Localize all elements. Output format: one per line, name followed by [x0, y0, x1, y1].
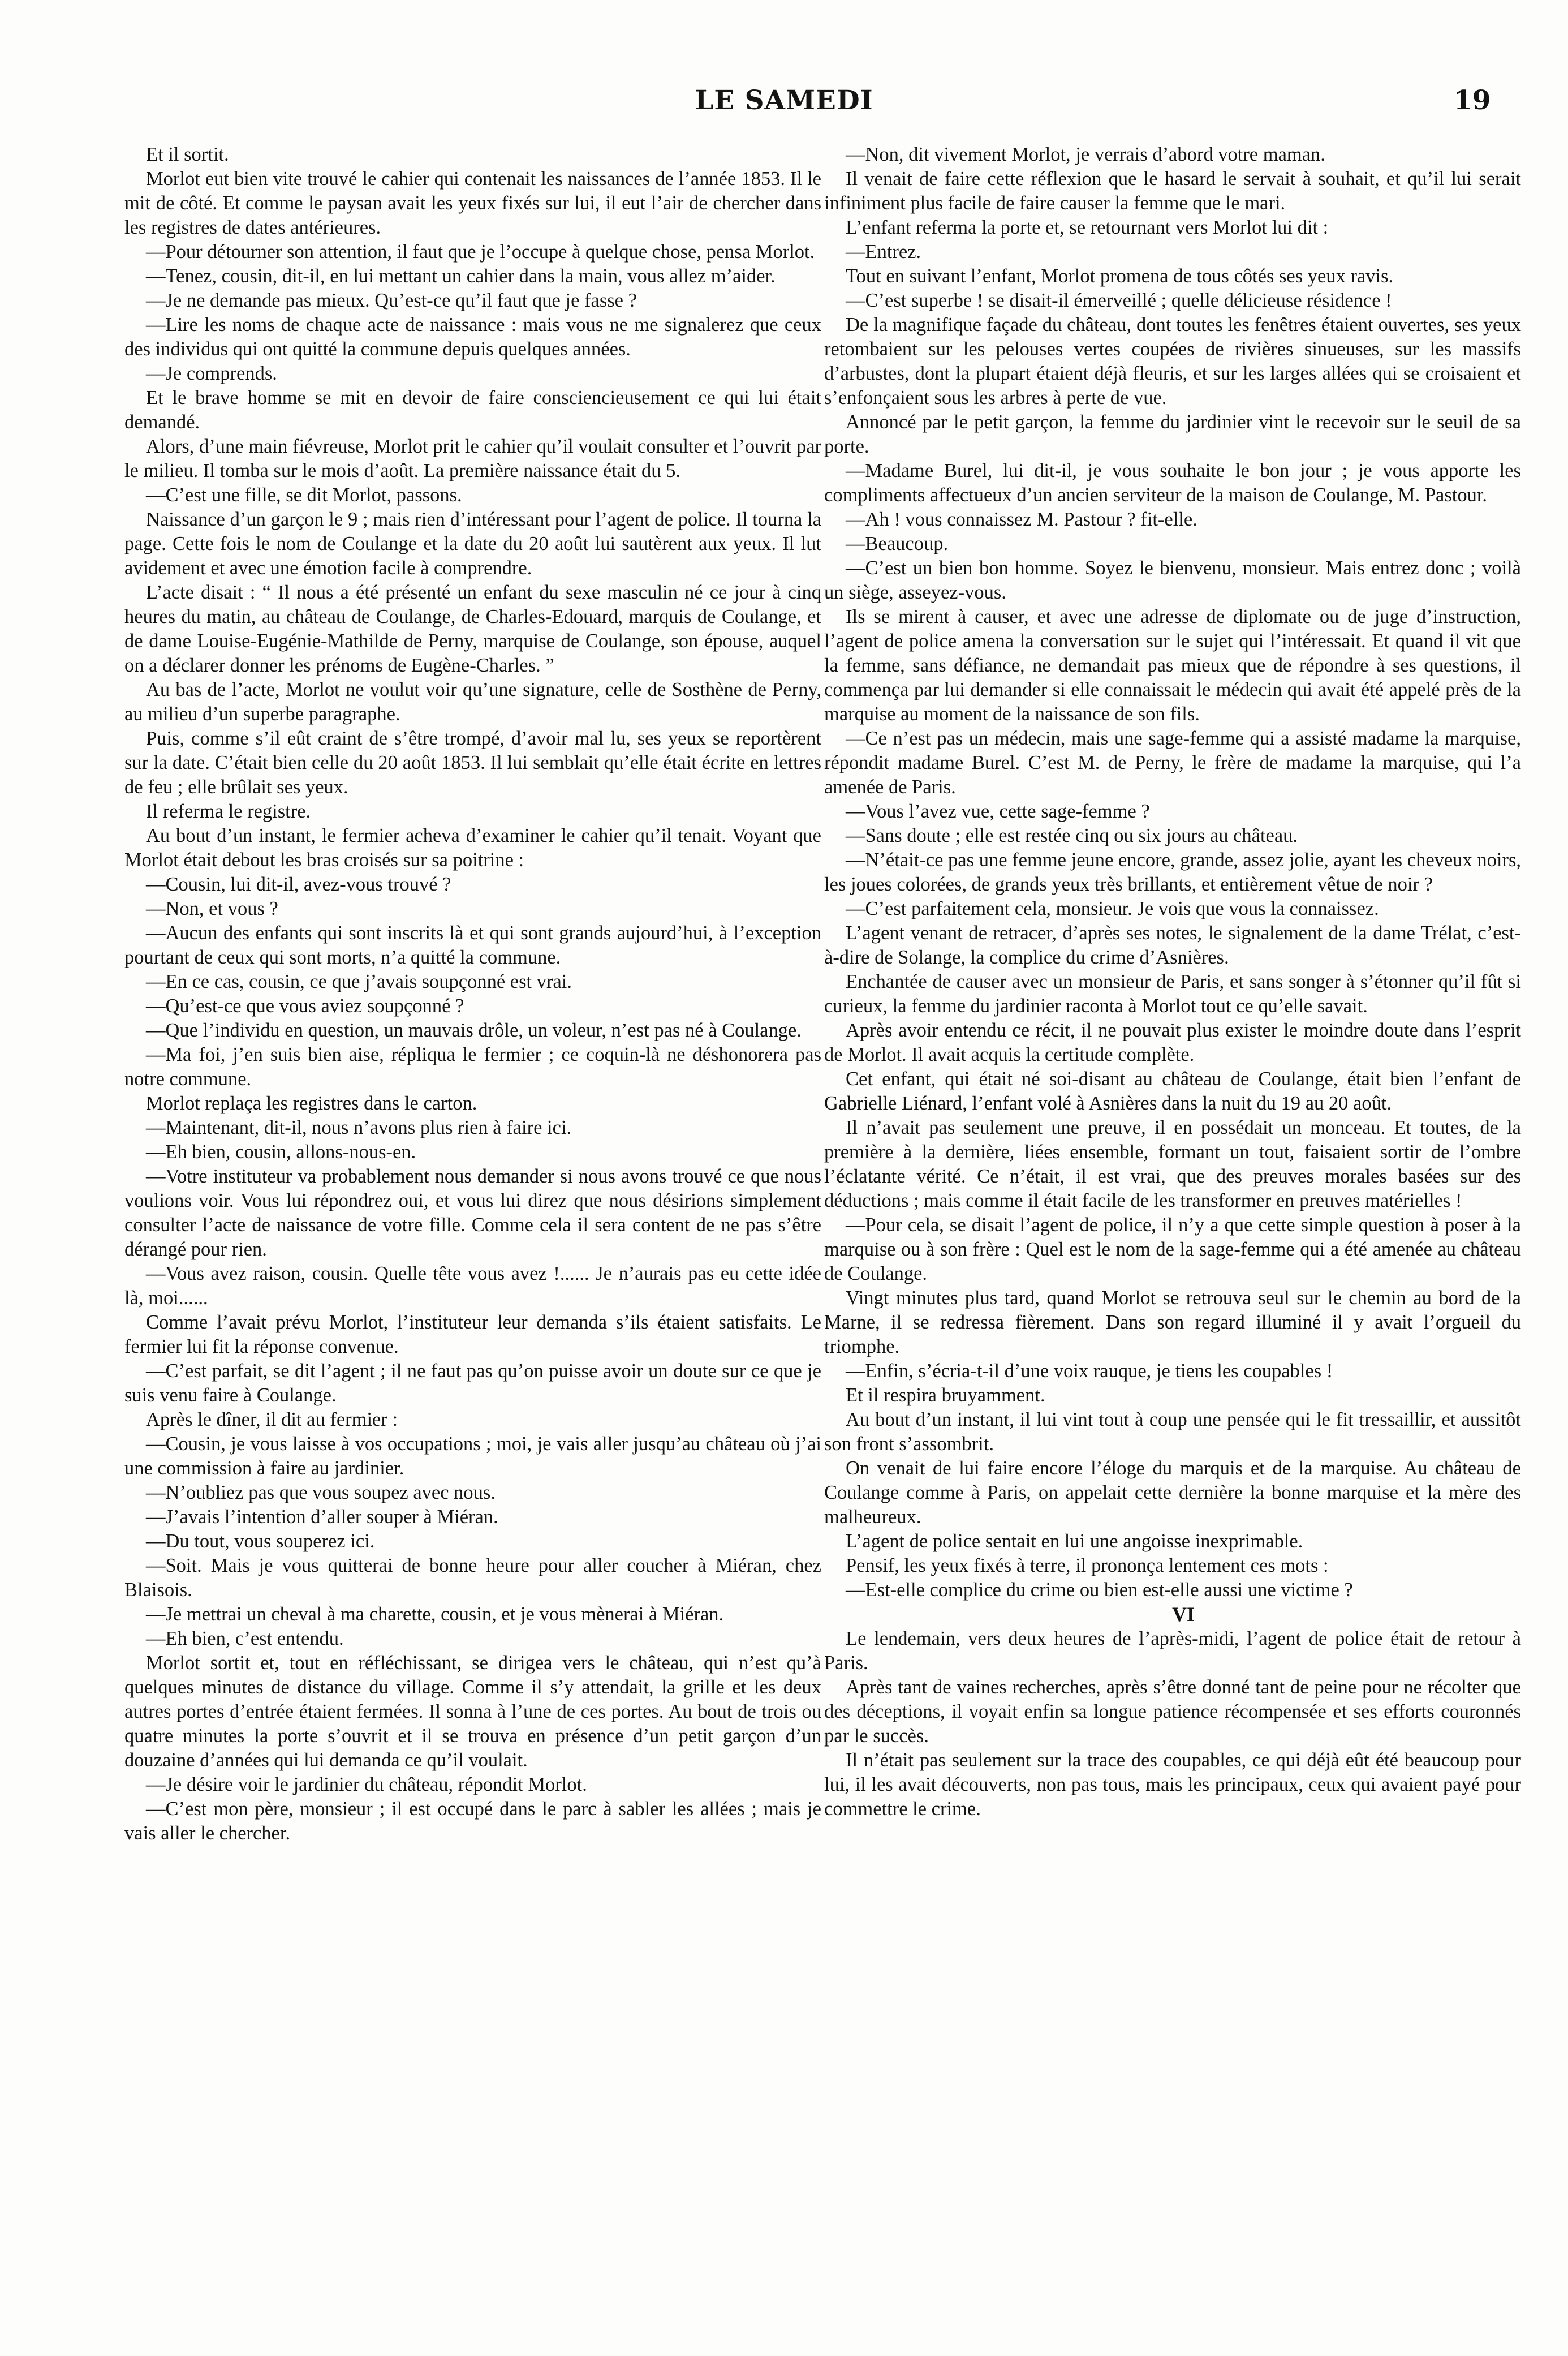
- paragraph: —Sans doute ; elle est restée cinq ou six jours au château.: [846, 825, 1298, 846]
- paragraph: L’acte disait : “ Il nous a été présenté un enfant du sexe masculin né ce jour à cinq heures du matin, au château de Coulange, de Charles-Edouard, marquis de Coulange, et de dame Louise-Eugénie-Mathilde de Perny, marquise de Coulange, son épouse, auquel on a déclarer donner les prénoms de Eugène-Charles. ”: [124, 582, 821, 676]
- paragraph: Après avoir entendu ce récit, il ne pouvait plus exister le moindre doute dans l’esprit de Morlot. Il avait acquis la certitude complète.: [824, 1020, 1521, 1065]
- paragraph: Cet enfant, qui était né soi-disant au château de Coulange, était bien l’enfant de Gabrielle Liénard, l’enfant volé à Asnières dans la nuit du 19 au 20 août.: [824, 1068, 1521, 1114]
- paragraph: Morlot eut bien vite trouvé le cahier qui contenait les naissances de l’année 1853. Il le mit de côté. Et comme le paysan avait les yeux fixés sur lui, il eut l’air de chercher dans les registres de dates antérieures.: [124, 168, 821, 238]
- paragraph: Après le dîner, il dit au fermier :: [146, 1409, 398, 1430]
- paragraph: Morlot replaça les registres dans le carton.: [146, 1093, 477, 1114]
- paragraph: —Cousin, lui dit-il, avez-vous trouvé ?: [146, 874, 451, 895]
- paragraph: —Je désire voir le jardinier du château, répondit Morlot.: [146, 1774, 587, 1795]
- paragraph: Au bas de l’acte, Morlot ne voulut voir qu’une signature, celle de Sosthène de Perny, au milieu d’un superbe paragraphe.: [124, 679, 821, 725]
- paragraph: —Je mettrai un cheval à ma charette, cousin, et je vous mènerai à Miéran.: [146, 1603, 724, 1625]
- paragraph: —Ah ! vous connaissez M. Pastour ? fit-elle.: [846, 509, 1197, 530]
- paragraph: On venait de lui faire encore l’éloge du marquis et de la marquise. Au château de Coulange comme à Paris, on appelait cette dernière la bonne marquise et la mère des malheureux.: [824, 1458, 1521, 1528]
- paragraph: —Pour détourner son attention, il faut que je l’occupe à quelque chose, pensa Morlot.: [146, 241, 815, 263]
- paragraph: —Entrez.: [846, 241, 921, 263]
- paragraph: —Aucun des enfants qui sont inscrits là et qui sont grands aujourd’hui, à l’exception pourtant de ceux qui sont morts, n’a quitté la commune.: [124, 922, 821, 968]
- paragraph: Vingt minutes plus tard, quand Morlot se retrouva seul sur le chemin au bord de la Marne, il se redressa fièrement. Dans son regard illuminé il y avait l’orgueil du triomphe.: [824, 1287, 1521, 1357]
- left-column: [124, 143, 821, 1846]
- paragraph: —J’avais l’intention d’aller souper à Miéran.: [146, 1506, 498, 1528]
- paragraph: —Lire les noms de chaque acte de naissance : mais vous ne me signalerez que ceux des individus qui ont quitté la commune depuis quelques années.: [124, 314, 821, 360]
- paragraph: —Votre instituteur va probablement nous demander si nous avons trouvé ce que nous voulions voir. Vous lui répondrez oui, et vous lui direz que nous désirions simplement consulter l’acte de naissance de votre fille. Comme cela il sera content de ne pas s’être dérangé pour rien.: [124, 1166, 821, 1260]
- paragraph: —Maintenant, dit-il, nous n’avons plus rien à faire ici.: [146, 1117, 572, 1138]
- paragraph: —C’est mon père, monsieur ; il est occupé dans le parc à sabler les allées ; mais je vais aller le chercher.: [124, 1798, 821, 1844]
- paragraph: Il venait de faire cette réflexion que le hasard le servait à souhait, et qu’il lui serait infiniment plus facile de faire causer la femme que le mari.: [824, 168, 1521, 214]
- paragraph: Enchantée de causer avec un monsieur de Paris, et sans songer à s’étonner qu’il fût si curieux, la femme du jardinier raconta à Morlot tout ce qu’elle savait.: [824, 971, 1521, 1017]
- paragraph: —Du tout, vous souperez ici.: [146, 1530, 375, 1552]
- paragraph: Alors, d’une main fiévreuse, Morlot prit le cahier qu’il voulait consulter et l’ouvrit par le milieu. Il tomba sur le mois d’août. La première naissance était du 5.: [124, 436, 821, 481]
- paragraph: Il referma le registre.: [146, 801, 311, 822]
- paragraph: L’enfant referma la porte et, se retournant vers Morlot lui dit :: [846, 217, 1329, 238]
- right-column: [824, 143, 1521, 1821]
- paragraph: —Que l’individu en question, un mauvais drôle, un voleur, n’est pas né à Coulange.: [146, 1020, 802, 1041]
- paragraph: —Enfin, s’écria-t-il d’une voix rauque, je tiens les coupables !: [846, 1360, 1333, 1382]
- right-column-text-before: [824, 143, 1521, 1602]
- paragraph: —Je comprends.: [146, 363, 277, 384]
- paragraph: Le lendemain, vers deux heures de l’après-midi, l’agent de police était de retour à Paris.: [824, 1628, 1521, 1674]
- paragraph: Et le brave homme se mit en devoir de faire consciencieusement ce qui lui était demandé.: [124, 387, 821, 433]
- paragraph: Il n’était pas seulement sur la trace des coupables, ce qui déjà eût été beaucoup pour lui, il les avait découverts, non pas tous, mais les principaux, ceux qui avaient payé pour commettre le crime.: [824, 1749, 1521, 1820]
- paragraph: Annoncé par le petit garçon, la femme du jardinier vint le recevoir sur le seuil de sa porte.: [824, 411, 1521, 457]
- paragraph: L’agent de police sentait en lui une angoisse inexprimable.: [846, 1530, 1303, 1552]
- paragraph: Comme l’avait prévu Morlot, l’instituteur leur demanda s’ils étaient satisfaits. Le fermier lui fit la réponse convenue.: [124, 1312, 821, 1357]
- paragraph: —C’est superbe ! se disait-il émerveillé ; quelle délicieuse résidence !: [846, 290, 1392, 311]
- paragraph: —Vous avez raison, cousin. Quelle tête vous avez !...... Je n’aurais pas eu cette idée là, moi......: [124, 1263, 821, 1309]
- paragraph: —Ma foi, j’en suis bien aise, répliqua le fermier ; ce coquin-là ne déshonorera pas notre commune.: [124, 1044, 821, 1090]
- paragraph: —Eh bien, cousin, allons-nous-en.: [146, 1141, 416, 1163]
- paragraph: —Tenez, cousin, dit-il, en lui mettant un cahier dans la main, vous allez m’aider.: [146, 265, 776, 287]
- paragraph: —Vous l’avez vue, cette sage-femme ?: [846, 801, 1150, 822]
- paragraph: —Pour cela, se disait l’agent de police, il n’y a que cette simple question à poser à la marquise ou à son frère : Quel est le nom de la sage-femme qui a été amenée au château de Coulange.: [824, 1214, 1521, 1284]
- paragraph: —Ce n’est pas un médecin, mais une sage-femme qui a assisté madame la marquise, répondit madame Burel. C’est M. de Perny, le frère de madame la marquise, qui l’a amenée de Paris.: [824, 728, 1521, 798]
- paragraph: —Madame Burel, lui dit-il, je vous souhaite le bon jour ; je vous apporte les compliments affectueux d’un ancien serviteur de la maison de Coulange, M. Pastour.: [824, 460, 1521, 506]
- running-title: LE SAMEDI: [695, 85, 873, 116]
- paragraph: —N’oubliez pas que vous soupez avec nous.: [146, 1482, 496, 1503]
- paragraph: —Non, dit vivement Morlot, je verrais d’abord votre maman.: [846, 144, 1325, 165]
- paragraph: —N’était-ce pas une femme jeune encore, grande, assez jolie, ayant les cheveux noirs, les joues colorées, de grands yeux très brillants, et entièrement vêtue de noir ?: [824, 849, 1521, 895]
- paragraph: Après tant de vaines recherches, après s’être donné tant de peine pour ne récolter que des déceptions, il voyait enfin sa longue patience récompensée et ses efforts couronnés par le succès.: [824, 1676, 1521, 1747]
- paragraph: —C’est une fille, se dit Morlot, passons.: [146, 484, 462, 506]
- paragraph: Morlot sortit et, tout en réfléchissant, se dirigea vers le château, qui n’est qu’à quelques minutes de distance du village. Comme il s’y attendait, la grille et les deux autres portes d’entrée étaient fermées. Il sonna à l’une de ces portes. Au bout de trois ou quatre minutes la porte s’ouvrit et il se trouva en présence d’un petit garçon d’un douzaine d’années qui lui demanda ce qu’il voulait.: [124, 1652, 821, 1771]
- paragraph: De la magnifique façade du château, dont toutes les fenêtres étaient ouvertes, ses yeux retombaient sur les pelouses vertes coupées de rivières sinueuses, sur les massifs d’arbustes, dont la plupart étaient déjà fleuris, et sur les larges allées qui se croisaient et s’enfonçaient sous les arbres à perte de vue.: [824, 314, 1521, 409]
- paragraph: Il n’avait pas seulement une preuve, il en possédait un monceau. Et toutes, de la première à la dernière, liées ensemble, formant un tout, faisaient sortir de l’ombre l’éclatante vérité. Ce n’était, il est vrai, que des preuves morales basées sur des déductions ; mais comme il était facile de les transformer en preuves matérielles !: [824, 1117, 1521, 1211]
- paragraph: Au bout d’un instant, il lui vint tout à coup une pensée qui le fit tressaillir, et aussitôt son front s’assombrit.: [824, 1409, 1521, 1455]
- paragraph: —Beaucoup.: [846, 533, 949, 554]
- paragraph: —Non, et vous ?: [146, 898, 278, 919]
- paragraph: —C’est parfait, se dit l’agent ; il ne faut pas qu’on puisse avoir un doute sur ce que je suis venu faire à Coulange.: [124, 1360, 821, 1406]
- paragraph: —Cousin, je vous laisse à vos occupations ; moi, je vais aller jusqu’au château où j’ai une commission à faire au jardinier.: [124, 1433, 821, 1479]
- paragraph: L’agent venant de retracer, d’après ses notes, le signalement de la dame Trélat, c’est-à-dire de Solange, la complice du crime d’Asnières.: [824, 922, 1521, 968]
- paragraph: Ils se mirent à causer, et avec une adresse de diplomate ou de juge d’instruction, l’agent de police amena la conversation sur le sujet qui l’intéressait. Et quand il vit que la femme, sans défiance, ne demandait pas mieux que de répondre à ses questions, il commença par lui demander si elle connaissait le médecin qui avait été appelé près de la marquise au moment de la naissance de son fils.: [824, 606, 1521, 725]
- page-number: 19: [1454, 85, 1491, 116]
- paragraph: —En ce cas, cousin, ce que j’avais soupçonné est vrai.: [146, 971, 572, 992]
- paragraph: —Soit. Mais je vous quitterai de bonne heure pour aller coucher à Miéran, chez Blaisois.: [124, 1555, 821, 1601]
- paragraph: Tout en suivant l’enfant, Morlot promena de tous côtés ses yeux ravis.: [846, 265, 1394, 287]
- paragraph: —Est-elle complice du crime ou bien est-elle aussi une victime ?: [846, 1579, 1353, 1601]
- paragraph: —Je ne demande pas mieux. Qu’est-ce qu’il faut que je fasse ?: [146, 290, 637, 311]
- paragraph: Et il sortit.: [146, 144, 229, 165]
- paragraph: Naissance d’un garçon le 9 ; mais rien d’intéressant pour l’agent de police. Il tourna la page. Cette fois le nom de Coulange et la date du 20 août lui sautèrent aux yeux. Il lut avidement et avec une émotion facile à comprendre.: [124, 509, 821, 579]
- right-column-text-after: [824, 1627, 1521, 1821]
- paragraph: —C’est un bien bon homme. Soyez le bienvenu, monsieur. Mais entrez donc ; voilà un siège, asseyez-vous.: [824, 557, 1521, 603]
- paragraph: —Eh bien, c’est entendu.: [146, 1628, 344, 1649]
- paragraph: —C’est parfaitement cela, monsieur. Je vois que vous la connaissez.: [846, 898, 1379, 919]
- section-heading: VI: [1171, 1603, 1195, 1626]
- paragraph: Puis, comme s’il eût craint de s’être trompé, d’avoir mal lu, ses yeux se reportèrent sur la date. C’était bien celle du 20 août 1853. Il lui semblait qu’elle était écrite en lettres de feu ; elle brûlait ses yeux.: [124, 728, 821, 798]
- paragraph: Pensif, les yeux fixés à terre, il prononça lentement ces mots :: [846, 1555, 1329, 1576]
- paragraph: Au bout d’un instant, le fermier acheva d’examiner le cahier qu’il tenait. Voyant que Morlot était debout les bras croisés sur sa poitrine :: [124, 825, 821, 871]
- paragraph: —Qu’est-ce que vous aviez soupçonné ?: [146, 995, 464, 1017]
- paragraph: Et il respira bruyamment.: [846, 1385, 1045, 1406]
